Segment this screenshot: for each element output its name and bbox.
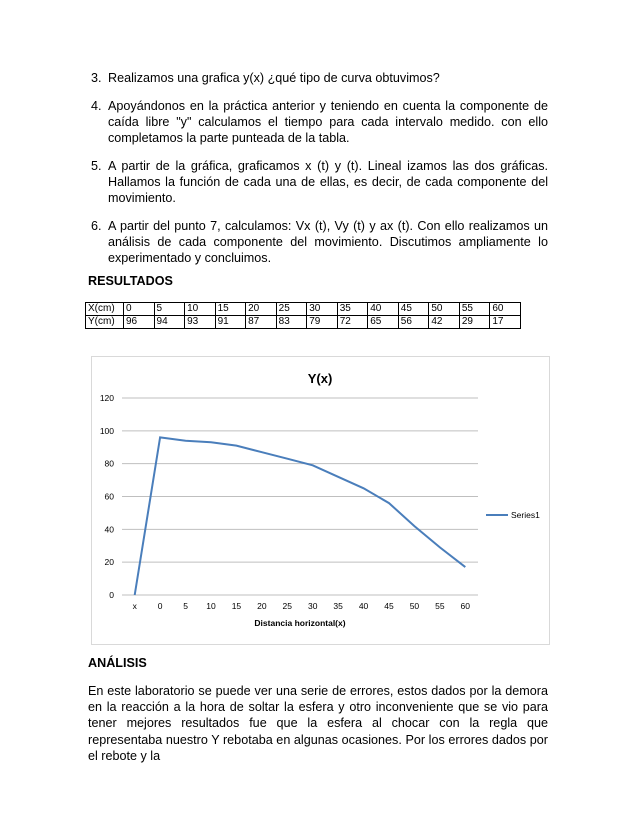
legend-label: Series1: [511, 510, 540, 520]
table-cell: 93: [185, 316, 216, 329]
table-cell: 94: [154, 316, 185, 329]
step-6-number: 6.: [91, 219, 102, 233]
y-tick-label: 80: [104, 458, 114, 469]
y-tick-label: 20: [104, 557, 114, 568]
table-cell: 45: [398, 303, 429, 316]
table-cell: 15: [215, 303, 246, 316]
table-cell: 42: [429, 316, 460, 329]
step-4-number: 4.: [91, 99, 102, 113]
step-4: [91, 98, 548, 147]
table-cell: 30: [307, 303, 338, 316]
x-tick-label: 5: [183, 601, 188, 611]
x-tick-label: 40: [358, 601, 369, 611]
x-tick-label: x: [132, 601, 137, 611]
chart-container: [91, 356, 550, 645]
table-cell: 91: [215, 316, 246, 329]
x-tick-label: 45: [384, 601, 394, 611]
table-cell: 20: [246, 303, 277, 316]
x-tick-label: 55: [435, 601, 445, 611]
x-tick-label: 25: [282, 601, 293, 611]
table-cell: 56: [398, 316, 429, 329]
table-cell: 0: [124, 303, 155, 316]
step-5: [91, 158, 548, 207]
table-cell: 29: [459, 316, 490, 329]
y-tick-label: 100: [99, 425, 114, 436]
step-3-text: Realizamos una grafica y(x) ¿qué tipo de curva obtuvimos?: [108, 71, 440, 85]
table-cell: 60: [490, 303, 521, 316]
x-tick-label: 30: [307, 601, 318, 611]
table-row: [86, 316, 521, 329]
y-tick-label: 60: [104, 491, 114, 502]
table-cell: 50: [429, 303, 460, 316]
x-tick-label: 15: [231, 601, 242, 611]
step-3-number: 3.: [91, 71, 102, 85]
table-cell: 96: [124, 316, 155, 329]
table-cell: 83: [276, 316, 307, 329]
y-tick-label: 40: [104, 524, 114, 535]
series-line: [135, 437, 466, 595]
x-tick-label: 0: [157, 601, 163, 611]
table-cell: 35: [337, 303, 368, 316]
x-tick-label: 35: [333, 601, 343, 611]
line-chart: [92, 357, 549, 644]
step-4-text: Apoyándonos en la práctica anterior y teniendo en cuenta la componente de caída libre "y" calculamos el tiempo para cada intervalo medido. con ello completamos la parte punteada de la tabla.: [108, 99, 548, 146]
y-tick-label: 120: [99, 393, 114, 403]
table-cell: 87: [246, 316, 277, 329]
y-tick-label: 0: [109, 590, 114, 600]
chart-title: Y(x): [307, 371, 333, 386]
resultados-heading: RESULTADOS: [88, 274, 173, 288]
table-row-header: Y(cm): [86, 316, 124, 329]
step-5-number: 5.: [91, 159, 102, 173]
table-cell: 40: [368, 303, 399, 316]
x-tick-label: 20: [257, 601, 267, 611]
table-cell: 17: [490, 316, 521, 329]
step-6-text: A partir del punto 7, calculamos: Vx (t), Vy (t) y ax (t). Con ello realizamos un análisis de cada componente del movimiento. Discutimos ampliamente lo experimentado y concluimos.: [108, 219, 548, 266]
x-tick-label: 60: [460, 601, 471, 611]
table-cell: 79: [307, 316, 338, 329]
step-3: [91, 70, 548, 86]
x-tick-label: 10: [206, 601, 216, 611]
x-tick-label: 50: [409, 601, 420, 611]
table-row: [86, 303, 521, 316]
table-cell: 5: [154, 303, 185, 316]
table-cell: 10: [185, 303, 216, 316]
table-row-header: X(cm): [86, 303, 124, 316]
analisis-heading: ANÁLISIS: [88, 656, 147, 670]
table-cell: 25: [276, 303, 307, 316]
table-cell: 65: [368, 316, 399, 329]
step-5-text: A partir de la gráfica, graficamos x (t) y (t). Lineal izamos las dos gráficas. Hallamos la función de cada una de ellas, es decir, de cada componente del movimiento.: [108, 159, 548, 206]
analisis-paragraph: En este laboratorio se puede ver una serie de errores, estos dados por la demora en la reacción a la hora de soltar la esfera y otro inconveniente que se vio para tener mejores resultados fue que la esfera al chocar con la regla que representaba nuestro Y rebotaba en algunas ocasiones. Por los errores dados por el rebote y la: [88, 684, 548, 763]
table-cell: 72: [337, 316, 368, 329]
step-6: [91, 218, 548, 267]
results-table: [85, 302, 521, 329]
table-cell: 55: [459, 303, 490, 316]
x-axis-label: Distancia horizontal(x): [254, 618, 346, 628]
